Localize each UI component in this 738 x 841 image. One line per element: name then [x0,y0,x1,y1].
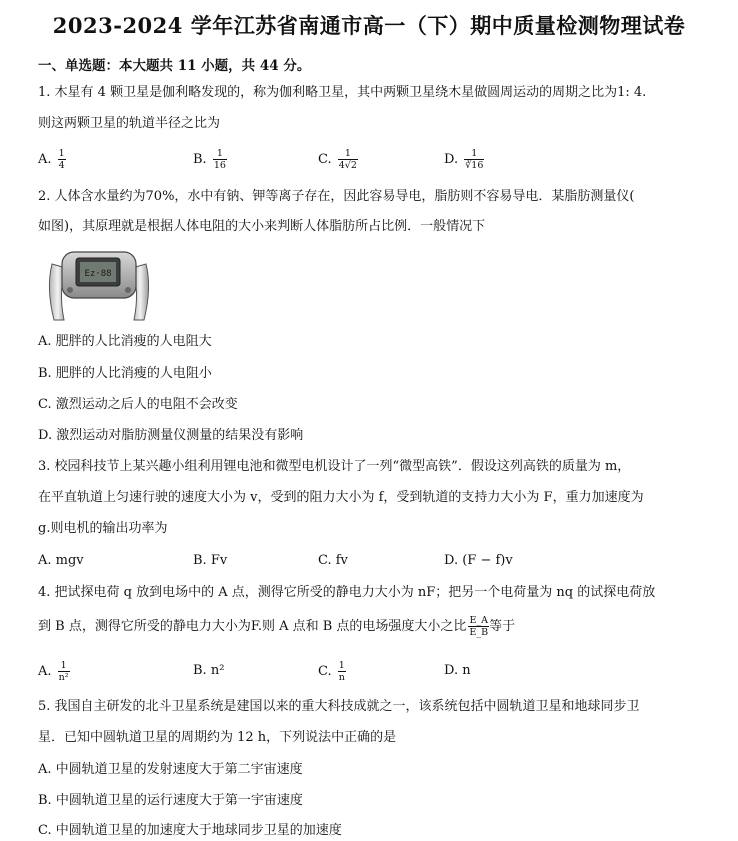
q3-option-c[interactable]: C. fv [318,553,348,568]
numerator: 1 [213,148,227,160]
q1-option-d[interactable] [444,148,484,171]
q2-option-d[interactable]: D. 激烈运动对脂肪测量仪测量的结果没有影响 [38,428,304,443]
device-button-right [125,287,131,293]
q5-option-c[interactable]: C. 中圆轨道卫星的加速度大于地球同步卫星的加速度 [38,823,342,838]
q3-option-d[interactable]: D. (F − f)v [444,553,513,568]
fraction [338,148,358,171]
numerator: E_A [469,615,489,626]
q1-option-b[interactable] [193,148,227,171]
denominator: 4√2 [338,160,357,171]
q4-option-b[interactable]: B. n² [193,663,225,678]
q3-option-a[interactable]: A. mgv [38,553,84,568]
denominator: 16 [213,160,226,171]
denominator: 4 [58,160,65,171]
numerator: 1 [464,148,484,160]
fraction [58,660,70,683]
q1-stem-line2: 则这两颗卫星的轨道半径之比为 [38,116,221,131]
q5-stem-line1: 5. 我国自主研发的北斗卫星系统是建国以来的重大科技成就之一，该系统包括中圆轨道卫星和地球同步卫 [38,699,640,714]
option-label: A. [38,664,52,679]
numerator: 1 [338,660,345,671]
field-ratio-fraction [468,615,489,638]
q4-option-a[interactable] [38,660,70,683]
q3-stem-line1: 3. 校园科技节上某兴趣小组利用锂电池和微型电机设计了一列“微型高铁”．假设这列高铁的质量为 m， [38,459,631,474]
numerator: 1 [338,148,358,160]
q4-stem-line1: 4. 把试探电荷 q 放到电场中的 A 点，测得它所受的静电力大小为 nF；把另一个电荷量为 nq 的试探电荷放 [38,585,656,600]
denominator: n [338,672,345,683]
q2-option-b[interactable]: B. 肥胖的人比消瘦的人电阻小 [38,366,212,381]
denominator: E_B [469,627,489,638]
fraction [213,148,227,171]
q2-stem-line1: 2. 人体含水量约为70%，水中有钠、钾等离子存在，因此容易导电，脂肪则不容易导电．某脂肪测量仪( [38,189,635,204]
q2-option-a[interactable]: A. 肥胖的人比消瘦的人电阻大 [38,334,212,349]
q2-option-c[interactable]: C. 激烈运动之后人的电阻不会改变 [38,397,238,412]
q1-option-a[interactable] [38,148,66,171]
fraction [58,148,66,171]
section-heading: 一、单选题：本大题共 11 小题，共 44 分。 [38,58,311,74]
q4-option-c[interactable] [318,660,346,683]
option-label: C. [318,152,332,167]
q4-stem-line2 [38,615,515,638]
numerator: 1 [58,660,70,672]
fraction [464,148,484,171]
fat-meter-image [40,248,158,326]
option-label: D. [444,152,459,167]
option-label: C. [318,664,332,679]
q2-stem-line2: 如图)，其原理就是根据人体电阻的大小来判断人体脂肪所占比例．一般情况下 [38,219,486,234]
q3-stem-line3: g.则电机的输出功率为 [38,521,168,536]
denominator: n² [58,672,69,683]
q1-stem-line1: 1. 木星有 4 颗卫星是伽利略发现的，称为伽利略卫星，其中两颗卫星绕木星做圆周运动的周期之比为1: 4. [38,85,647,100]
option-label: A. [38,152,52,167]
q4-stem-line2-start: 到 B 点，测得它所受的静电力大小为F.则 A 点和 B 点的电场强度大小之比 [38,619,467,634]
q3-stem-line2: 在平直轨道上匀速行驶的速度大小为 v，受到的阻力大小为 f，受到轨道的支持力大小为 F，重力加速度为 [38,490,644,505]
q4-stem-line2-end: 等于 [489,619,516,634]
option-label: B. [193,152,207,167]
device-button-left [67,287,73,293]
numerator: 1 [58,148,65,159]
denominator: ∛16 [465,160,484,171]
fraction [338,660,346,683]
q5-option-b[interactable]: B. 中圆轨道卫星的运行速度大于第一宇宙速度 [38,793,303,808]
q1-option-c[interactable] [318,148,358,171]
q3-option-b[interactable]: B. Fv [193,553,228,568]
lcd-readout: Ez·88 [84,269,112,279]
page-title: 2023-2024 学年江苏省南通市高一（下）期中质量检测物理试卷 [52,13,686,38]
q5-stem-line2: 星．已知中圆轨道卫星的周期约为 12 h，下列说法中正确的是 [38,730,397,745]
q5-option-a[interactable]: A. 中圆轨道卫星的发射速度大于第二宇宙速度 [38,762,303,777]
q4-option-d[interactable]: D. n [444,663,471,678]
